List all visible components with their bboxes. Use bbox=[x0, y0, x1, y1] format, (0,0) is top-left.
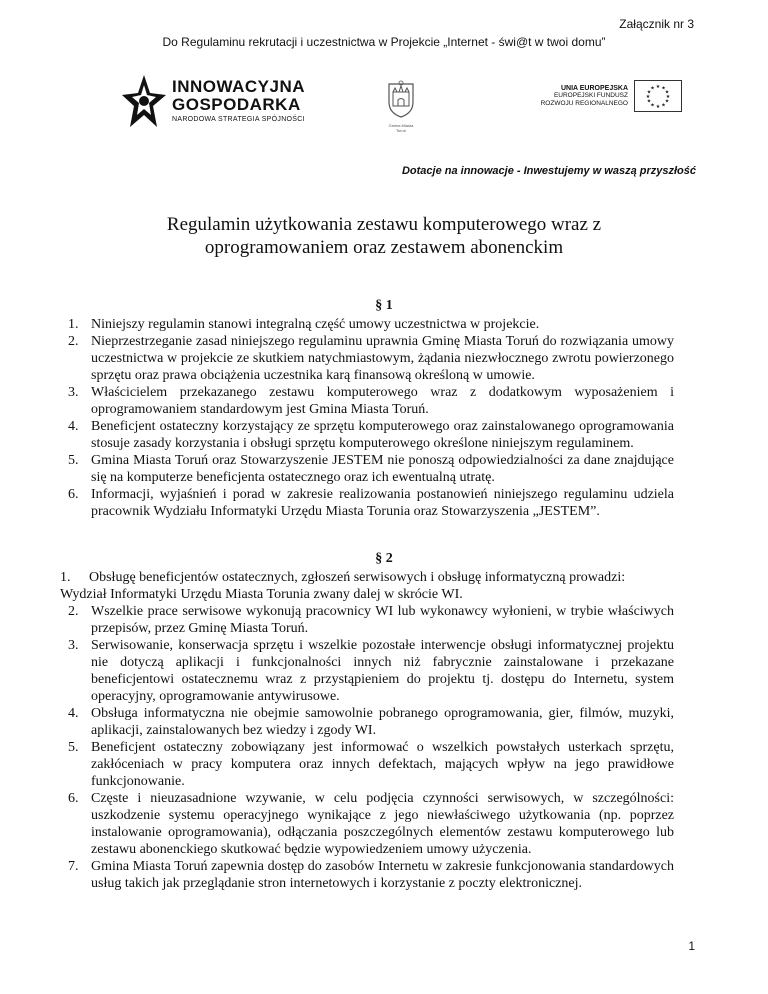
svg-text:★: ★ bbox=[646, 98, 652, 105]
svg-text:★: ★ bbox=[661, 85, 666, 92]
svg-text:★: ★ bbox=[664, 98, 670, 105]
logo-text-line1: INNOWACYJNA bbox=[172, 77, 306, 96]
svg-text:★: ★ bbox=[645, 94, 651, 100]
item-number: 2. bbox=[68, 334, 79, 349]
section2-list bbox=[68, 603, 674, 892]
section1-list bbox=[68, 316, 674, 520]
svg-text:★: ★ bbox=[665, 94, 671, 100]
item-text: Beneficjent ostateczny korzystający ze sprzętu komputerowego oraz zainstalowanego oprogramowania stosuje zasady korzystania i obsługi sprzętu komputerowego określone niniejszym regulaminem. bbox=[91, 419, 674, 451]
svg-text:★: ★ bbox=[655, 104, 661, 110]
item-text: Częste i nieuzasadnione wzywanie, w celu podjęcia czynności serwisowych, w szczególności: uszkodzenie systemu operacyjnego wynikające z jego niewłaściwego użytkowania (np. poprzez instalowanie oprogramowania), odłączania poszczególnych elementów zestawu komputerowego lub zestawu abonenckiego skutkować będzie wypowiedzeniem umowy użyczenia. bbox=[91, 791, 674, 857]
svg-text:★: ★ bbox=[650, 85, 655, 92]
item-text: Informacji, wyjaśnień i porad w zakresie realizowania postanowień niniejszego regulaminu udziela pracownik Wydziału Informatyki Urzędu Miasta Torunia oraz Stowarzyszenia „JESTEM”. bbox=[91, 487, 674, 519]
star-logo-icon bbox=[122, 73, 166, 129]
document-title: Regulamin użytkowania zestawu komputerowego wraz z oprogramowaniem oraz zestawem abonenckim bbox=[166, 214, 602, 258]
list-item bbox=[68, 858, 674, 892]
svg-text:★: ★ bbox=[661, 102, 666, 109]
list-item bbox=[68, 316, 674, 333]
item-number: 1. bbox=[60, 570, 71, 585]
list-item bbox=[68, 603, 674, 637]
svg-text:★: ★ bbox=[664, 89, 670, 96]
list-item bbox=[68, 418, 674, 452]
eu-line2: EUROPEJSKI FUNDUSZ bbox=[553, 92, 628, 99]
item-text: Serwisowanie, konserwacja sprzętu i wszelkie pozostałe interwencje obsługi informatycznej projektu nie dotyczą aplikacji i funkcjonalności innych niż fabrycznie zainstalowane i przekazane beneficjentowi ostatecznemu wraz z przystąpieniem do projektu tj. dostępu do Internetu, system operacyjny, oprogramowanie antywirusowe. bbox=[91, 638, 674, 704]
item-text: Właścicielem przekazanego zestawu komputerowego wraz z dodatkowym wyposażeniem i oprogramowaniem standardowym jest Gmina Miasta Toruń. bbox=[91, 385, 674, 417]
eu-text-block bbox=[528, 85, 628, 108]
item-number: 3. bbox=[68, 638, 79, 653]
list-item bbox=[68, 452, 674, 486]
svg-text:★: ★ bbox=[650, 102, 655, 109]
list-item bbox=[68, 739, 674, 790]
svg-text:★: ★ bbox=[655, 84, 661, 90]
item-number: 7. bbox=[68, 859, 79, 874]
item-number: 6. bbox=[68, 487, 79, 502]
list-item bbox=[68, 486, 674, 520]
item-number: 2. bbox=[68, 604, 79, 619]
list-item bbox=[68, 333, 674, 384]
item-text: Gmina Miasta Toruń zapewnia dostęp do zasobów Internetu w zakresie funkcjonowania standardowych usług takich jak przeglądanie stron internetowych i korzystanie z poczty elektronicznej. bbox=[91, 859, 674, 891]
item-text: Obsługa informatyczna nie obejmie samowolnie pobranego oprogramowania, gier, filmów, muzyki, aplikacji, zainstalowanych bez wiedzy i zgody WI. bbox=[91, 706, 674, 738]
eu-flag bbox=[634, 80, 682, 112]
section1-heading: § 1 bbox=[375, 298, 393, 313]
list-item bbox=[68, 790, 674, 858]
item-number: 5. bbox=[68, 453, 79, 468]
eu-stars-icon bbox=[635, 81, 681, 111]
item-text: Nieprzestrzeganie zasad niniejszego regulaminu uprawnia Gminę Miasta Toruń do rozwiązania umowy uczestnictwa w projekcie ze skutkiem natychmiastowym, żądania niezwłocznego zwrotu powierzonego sprzętu oraz prawa obciążenia uczestnika karą finansową określoną w umowie. bbox=[91, 334, 674, 383]
item-number: 6. bbox=[68, 791, 79, 806]
item-number: 4. bbox=[68, 706, 79, 721]
logo-text-line2: GOSPODARKA bbox=[172, 95, 301, 114]
torun-crest bbox=[386, 80, 416, 133]
item-text: Wszelkie prace serwisowe wykonują pracownicy WI lub wykonawcy wyłonieni, w trybie właściwych przepisów, przez Gminę Miasta Toruń. bbox=[91, 604, 674, 636]
item-number: 3. bbox=[68, 385, 79, 400]
item-text: Niniejszy regulamin stanowi integralną część umowy uczestnictwa w projekcie. bbox=[91, 317, 540, 332]
item-text: Gmina Miasta Toruń oraz Stowarzyszenie JESTEM nie ponoszą odpowiedzialności za dane znajdujące się na komputerze beneficjenta ostatecznego oraz ich ewentualną utratę. bbox=[91, 453, 674, 485]
section2-heading: § 2 bbox=[375, 551, 393, 566]
crest-icon bbox=[386, 80, 416, 118]
item-text: Beneficjent ostateczny zobowiązany jest informować o wszelkich powstałych usterkach sprzętu, zakłóceniach w pracy komputera oraz innych defektach, mających wpływ na jego prawidłowe funkcjonowanie. bbox=[91, 740, 674, 789]
list-item bbox=[68, 637, 674, 705]
section2-item-1 bbox=[60, 569, 674, 603]
page-number: 1 bbox=[688, 939, 695, 953]
attachment-label: Załącznik nr 3 bbox=[619, 17, 694, 31]
eu-line1: UNIA EUROPEJSKA bbox=[560, 85, 628, 92]
logo-text-line3: NARODOWA STRATEGIA SPÓJNOŚCI bbox=[172, 116, 305, 123]
eu-line3: ROZWOJU REGIONALNEGO bbox=[540, 100, 628, 107]
item-number: 4. bbox=[68, 419, 79, 434]
document-reference: Do Regulaminu rekrutacji i uczestnictwa w Projekcie „Internet - świ@t w twoi domu” bbox=[162, 35, 606, 49]
svg-text:★: ★ bbox=[646, 89, 652, 96]
list-item bbox=[68, 384, 674, 418]
crest-caption: Gmina Miasta Toruń bbox=[388, 123, 414, 133]
item-number: 5. bbox=[68, 740, 79, 755]
innovation-economy-logo bbox=[122, 73, 322, 133]
motto: Dotacje na innowacje - Inwestujemy w waszą przyszłość bbox=[401, 165, 696, 177]
item-text: Obsługę beneficjentów ostatecznych, zgłoszeń serwisowych i obsługę informatyczną prowadzi: Wydział Informatyki Urzędu Miasta Torunia zwany dalej w skrócie WI. bbox=[60, 570, 626, 602]
item-number: 1. bbox=[68, 317, 79, 332]
list-item bbox=[68, 705, 674, 739]
